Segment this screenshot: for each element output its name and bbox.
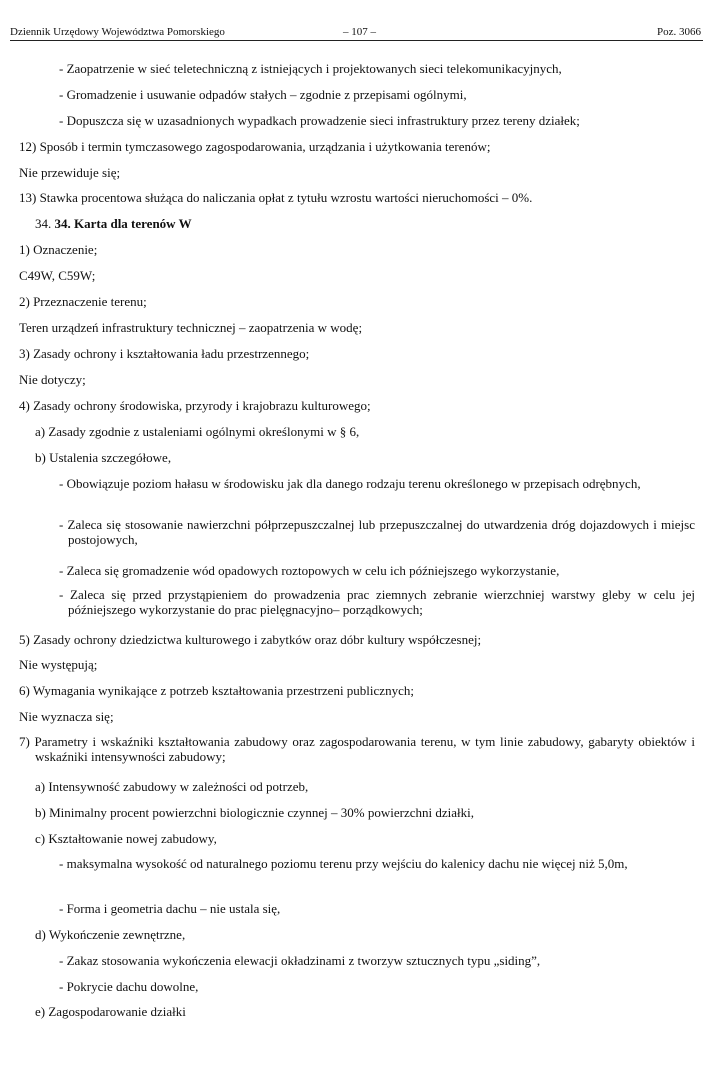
bullet-line: - Gromadzenie i usuwanie odpadów stałych – zgodnie z przepisami ogólnymi, xyxy=(59,87,467,102)
sub-item: b) Minimalny procent powierzchni biologicznie czynnej – 30% powierzchni działki, xyxy=(35,805,474,820)
sub-item: b) Ustalenia szczegółowe, xyxy=(35,450,172,465)
bullet-line: - Dopuszcza się w uzasadnionych wypadkach prowadzenie sieci infrastruktury przez tereny działek; xyxy=(59,113,580,128)
bullet-line: - Zakaz stosowania wykończenia elewacji okładzinami z tworzyw sztucznych typu „siding”, xyxy=(59,953,541,968)
section-title: 34. Karta dla terenów W xyxy=(54,216,192,231)
sub-item: d) Wykończenie zewnętrzne, xyxy=(35,927,186,942)
paragraph: Nie przewiduje się; xyxy=(19,165,121,180)
paragraph: C49W, C59W; xyxy=(19,268,96,283)
position-number: Poz. 3066 xyxy=(657,26,701,38)
page-number: – 107 – xyxy=(343,26,376,38)
bullet-line: - Forma i geometria dachu – nie ustala się, xyxy=(59,901,281,916)
paragraph: Nie występują; xyxy=(19,657,98,672)
numbered-item: 5) Zasady ochrony dziedzictwa kulturowego i zabytków oraz dóbr kultury współczesnej; xyxy=(19,632,482,647)
numbered-item: 4) Zasady ochrony środowiska, przyrody i krajobrazu kulturowego; xyxy=(19,398,371,413)
sub-item: a) Zasady zgodnie z ustaleniami ogólnymi określonymi w § 6, xyxy=(35,424,360,439)
bullet-line: - Zaopatrzenie w sieć teletechniczną z istniejących i projektowanych sieci telekomunikacyjnych, xyxy=(59,61,562,76)
paragraph: Nie wyznacza się; xyxy=(19,709,114,724)
sub-item: c) Kształtowanie nowej zabudowy, xyxy=(35,831,217,846)
journal-title: Dziennik Urzędowy Województwa Pomorskiego xyxy=(10,26,225,38)
paragraph: Nie dotyczy; xyxy=(19,372,86,387)
paragraph: Teren urządzeń infrastruktury technicznej – zaopatrzenia w wodę; xyxy=(19,320,363,335)
bullet-line: - Zaleca się przed przystąpieniem do prowadzenia prac ziemnych zebranie wierzchniej warstwy gleby w celu jej późniejszego wykorzystanie do prac pielęgnacyjno– porządkowych; xyxy=(59,587,695,617)
section-number: 34. xyxy=(35,216,52,231)
sub-item: a) Intensywność zabudowy w zależności od potrzeb, xyxy=(35,779,309,794)
bullet-line: - Zaleca się stosowanie nawierzchni półprzepuszczalnej lub przepuszczalnej do utwardzenia dróg dojazdowych i miejsc postojowych, xyxy=(59,517,695,547)
numbered-item: 7) Parametry i wskaźniki kształtowania zabudowy oraz zagospodarowania terenu, w tym linie zabudowy, gabaryty obiektów i wskaźniki intensywności zabudowy; xyxy=(19,734,695,764)
sub-item: e) Zagospodarowanie działki xyxy=(35,1004,186,1019)
numbered-item: 13) Stawka procentowa służąca do naliczania opłat z tytułu wzrostu wartości nieruchomości – 0%. xyxy=(19,190,533,205)
bullet-line: - Pokrycie dachu dowolne, xyxy=(59,979,199,994)
bullet-line: - maksymalna wysokość od naturalnego poziomu terenu przy wejściu do kalenicy dachu nie więcej niż 5,0m, xyxy=(59,856,628,871)
section-heading xyxy=(35,216,695,231)
numbered-item: 1) Oznaczenie; xyxy=(19,242,98,257)
numbered-item: 6) Wymagania wynikające z potrzeb kształtowania przestrzeni publicznych; xyxy=(19,683,414,698)
numbered-item: 3) Zasady ochrony i kształtowania ładu przestrzennego; xyxy=(19,346,310,361)
numbered-item: 2) Przeznaczenie terenu; xyxy=(19,294,147,309)
numbered-item: 12) Sposób i termin tymczasowego zagospodarowania, urządzania i użytkowania terenów; xyxy=(19,139,491,154)
page-header xyxy=(10,24,703,41)
bullet-line: - Obowiązuje poziom hałasu w środowisku jak dla danego rodzaju terenu określonego w przepisach odrębnych, xyxy=(59,476,641,491)
bullet-line: - Zaleca się gromadzenie wód opadowych roztopowych w celu ich późniejszego wykorzystanie, xyxy=(59,563,560,578)
